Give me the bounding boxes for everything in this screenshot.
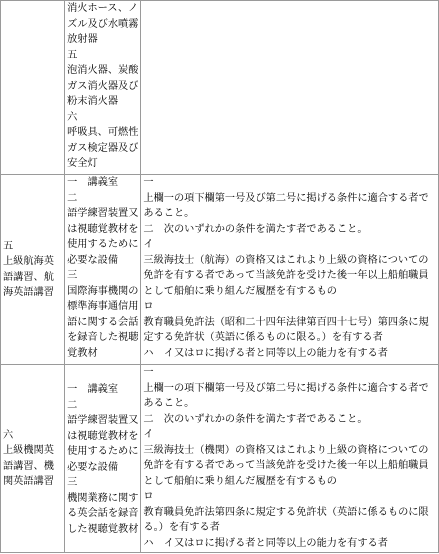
text-line: 語講習、航	[3, 271, 54, 283]
text-line: る。）を有する者	[143, 522, 220, 533]
text-line: 上級機関英	[3, 445, 54, 456]
text-line: 標準海事通信用	[67, 301, 139, 312]
equipment-cell	[65, 365, 141, 553]
text-line: 覚教材	[67, 347, 98, 359]
text-line: 教育職員免許法第四条に規定する免許状（英語に係るものに限	[143, 506, 429, 518]
text-line: 必要な設備	[67, 461, 119, 473]
text-line: 三級海技士（機関）の資格又はこれより上級の資格についての	[143, 444, 429, 456]
requirement-cell	[141, 175, 439, 365]
text-line: イ	[143, 239, 154, 250]
text-line: 二	[67, 399, 78, 411]
text-line: 免許を有する者であって当該免許を受けた後一年以上船舶職員	[143, 270, 429, 281]
text-line: イ	[143, 429, 154, 440]
table-row-advanced-engineering-english	[1, 365, 439, 553]
table-row-continuation	[1, 1, 439, 175]
text-line: 二 次のいずれかの条件を満たす者であること。	[143, 223, 368, 235]
text-line: 消火ホース、ノ	[67, 3, 139, 14]
text-line: 六	[67, 111, 78, 123]
text-line: る英会話を録音	[67, 508, 139, 519]
text-line: 六	[3, 429, 14, 441]
text-line: ハ イ又はロに掲げる者と同等以上の能力を有する者	[143, 537, 388, 549]
table-row-advanced-navigation-english	[1, 175, 439, 365]
text-line: 五	[67, 49, 78, 61]
text-line: 免許を有する者であって当該免許を受けた後一年以上船舶職員	[143, 460, 429, 471]
course-name-cell	[1, 365, 65, 553]
text-line: 定する免許状（英語に係るものに限る。）を有する者	[143, 332, 383, 343]
text-line: ズル及び水噴霧	[67, 18, 139, 30]
equipment-cell	[65, 1, 141, 175]
text-line: として船舶に乗り組んだ履歴を有するもの	[143, 285, 337, 297]
text-line: 五	[3, 240, 14, 252]
text-line: 三	[67, 270, 78, 281]
text-line: ガス消火器及び	[67, 80, 139, 92]
text-line: あること。	[143, 398, 195, 409]
text-line: 上欄一の項下欄第一号及び第二号に掲げる条件に適合する者で	[143, 192, 429, 204]
text-line: 一 講義室	[67, 384, 119, 395]
requirement-cell-empty	[141, 1, 439, 175]
text-line: ロ	[143, 491, 154, 502]
equipment-cell	[65, 175, 141, 365]
course-name-cell	[1, 175, 65, 365]
course-cell-empty	[1, 1, 65, 175]
text-line: 海英語講習	[3, 287, 54, 298]
text-line: 国際海事機関の	[67, 285, 139, 297]
text-line: 語学練習装置又	[67, 415, 139, 426]
text-line: 使用するために	[67, 239, 139, 250]
text-line: した視聴覚教材	[67, 523, 139, 535]
text-line: 一	[143, 367, 154, 378]
text-line: 二	[67, 192, 78, 204]
text-line: ハ イ又はロに掲げる者と同等以上の能力を有する者	[143, 347, 388, 359]
text-line: 三級海技士（航海）の資格又はこれより上級の資格についての	[143, 254, 429, 266]
text-line: 上欄一の項下欄第一号及び第二号に掲げる条件に適合する者で	[143, 382, 429, 394]
text-line: として船舶に乗り組んだ履歴を有するもの	[143, 475, 337, 487]
text-line: 放射器	[67, 34, 98, 45]
text-line: 安全灯	[67, 158, 98, 169]
text-line: 機関業務に関す	[67, 492, 139, 504]
text-line: 三	[67, 477, 78, 488]
text-line: ガス検定器及び	[67, 142, 139, 154]
text-line: は視聴覚教材を	[67, 430, 139, 442]
text-line: ロ	[143, 301, 154, 312]
text-line: 二 次のいずれかの条件を満たす者であること。	[143, 413, 368, 425]
text-line: 語講習、機	[3, 460, 54, 472]
text-line: を録音した視聴	[67, 332, 139, 343]
text-line: 必要な設備	[67, 254, 119, 266]
text-line: あること。	[143, 208, 195, 219]
text-line: 一 講義室	[67, 177, 119, 188]
text-line: 教育職員免許法（昭和二十四年法律第百四十七号）第四条に規	[143, 316, 429, 328]
requirement-cell	[141, 365, 439, 553]
text-line: 関英語講習	[3, 476, 54, 487]
text-line: 泡消火器、炭酸	[67, 65, 139, 76]
text-line: 一	[143, 177, 154, 188]
text-line: 粉末消火器	[67, 96, 119, 107]
text-line: 呼吸具、可燃性	[67, 127, 139, 138]
text-line: 使用するために	[67, 446, 139, 457]
text-line: は視聴覚教材を	[67, 223, 139, 235]
text-line: 語学練習装置又	[67, 208, 139, 219]
text-line: 語に関する会話	[67, 316, 139, 328]
text-line: 上級航海英	[3, 256, 54, 267]
